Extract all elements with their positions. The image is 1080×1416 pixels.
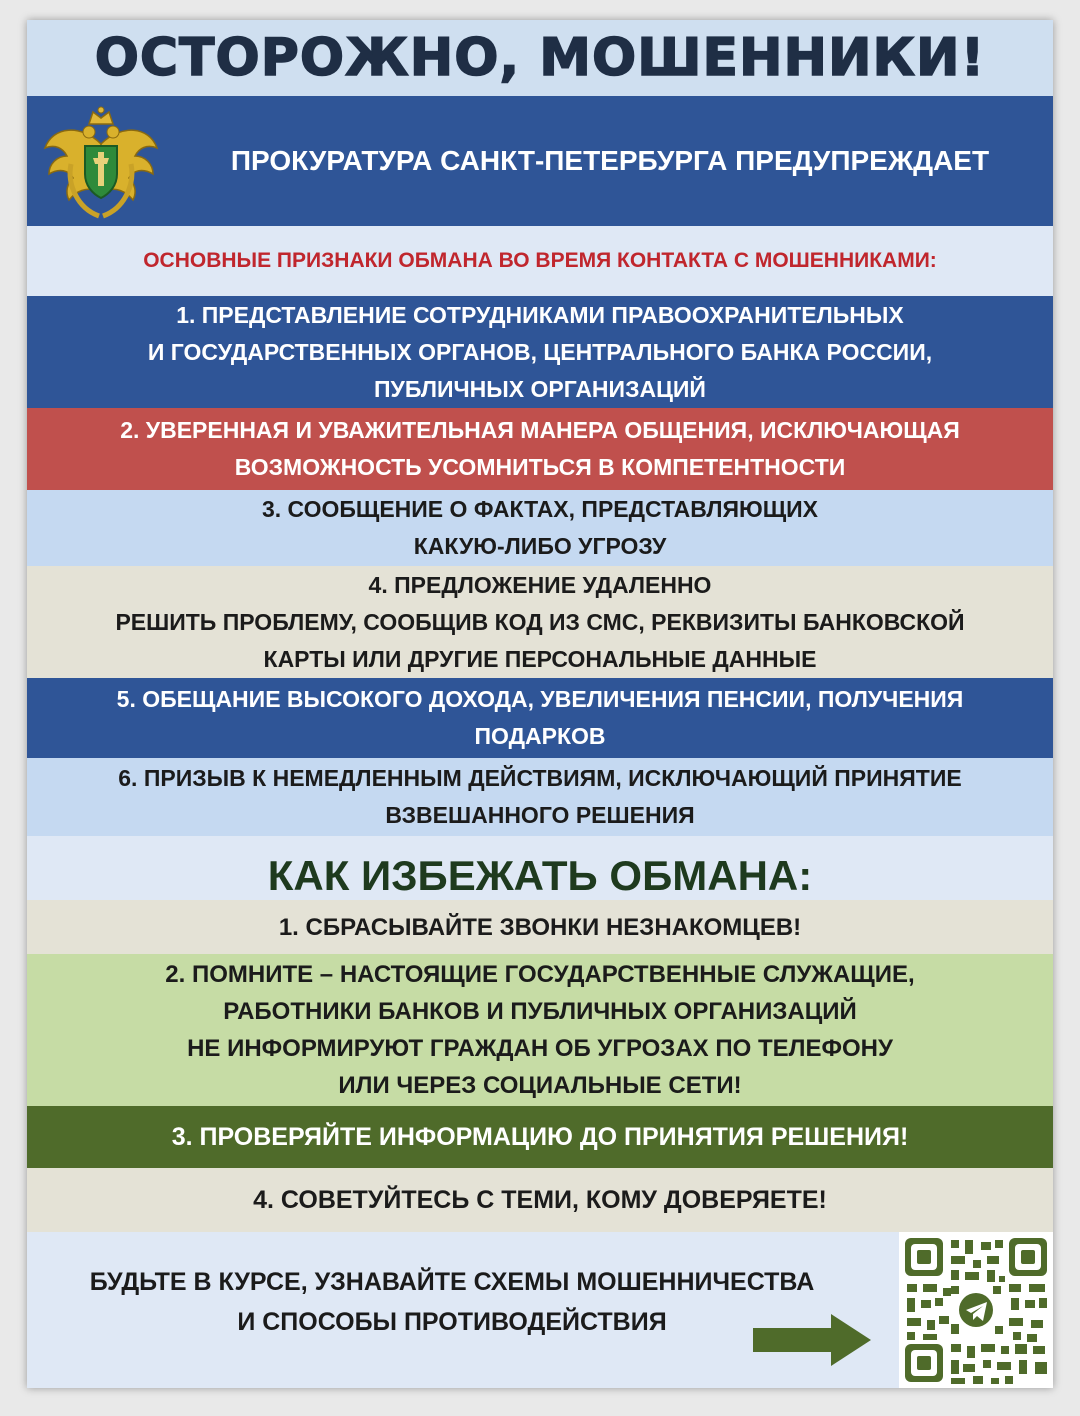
footer-text (27, 1262, 877, 1342)
sign-5-line-1: 5. ОБЕЩАНИЕ ВЫСОКОГО ДОХОДА, УВЕЛИЧЕНИЯ ПЕНСИИ, ПОЛУЧЕНИЯ (116, 686, 964, 712)
sign-5-line-2: ПОДАРКОВ (474, 723, 606, 749)
sign-4-line-1: 4. ПРЕДЛОЖЕНИЕ УДАЛЕННО (368, 571, 712, 598)
tip-3-line-1: 3. ПРОВЕРЯЙТЕ ИНФОРМАЦИЮ ДО ПРИНЯТИЯ РЕШЕНИЯ! (171, 1122, 909, 1151)
tip-2-line-3: НЕ ИНФОРМИРУЮТ ГРАЖДАН ОБ УГРОЗАХ ПО ТЕЛЕФОНУ (187, 1035, 893, 1062)
sign-3-line-1: 3. СООБЩЕНИЕ О ФАКТАХ, ПРЕДСТАВЛЯЮЩИХ (261, 496, 819, 522)
signs-heading-band (27, 226, 1053, 296)
tip-2-line-1: 2. ПОМНИТЕ – НАСТОЯЩИЕ ГОСУДАРСТВЕННЫЕ СЛУЖАЩИЕ, (165, 961, 915, 988)
sign-6-line-2: ВЗВЕШАННОГО РЕШЕНИЯ (385, 802, 695, 828)
sign-4-line-2: РЕШИТЬ ПРОБЛЕМУ, СООБЩИВ КОД ИЗ СМС, РЕКВИЗИТЫ БАНКОВСКОЙ (115, 608, 965, 635)
sign-1-line-1: 1. ПРЕДСТАВЛЕНИЕ СОТРУДНИКАМИ ПРАВООХРАНИТЕЛЬНЫХ (176, 301, 904, 328)
sign-1-line-2: И ГОСУДАРСТВЕННЫХ ОРГАНОВ, ЦЕНТРАЛЬНОГО БАНКА РОССИИ, (147, 338, 933, 365)
sign-2-line-2: ВОЗМОЖНОСТЬ УСОМНИТЬСЯ В КОМПЕТЕНТНОСТИ (234, 454, 846, 480)
sign-item-3 (27, 490, 1053, 566)
sign-6-line-1: 6. ПРИЗЫВ К НЕМЕДЛЕННЫМ ДЕЙСТВИЯМ, ИСКЛЮЧАЮЩИЙ ПРИНЯТИЕ (118, 765, 962, 791)
sign-3-line-2: КАКУЮ-ЛИБО УГРОЗУ (413, 533, 667, 559)
prosecutor-warning-text: ПРОКУРАТУРА САНКТ-ПЕТЕРБУРГА ПРЕДУПРЕЖДАЕТ (230, 145, 990, 176)
sign-item-1 (27, 296, 1053, 408)
prosecutor-header (27, 96, 1053, 226)
arrow-right-icon (753, 1312, 873, 1368)
tip-item-2 (27, 954, 1053, 1106)
tip-item-3 (27, 1106, 1053, 1168)
prosecutor-emblem-icon (41, 104, 161, 222)
sign-4-line-3: КАРТЫ ИЛИ ДРУГИЕ ПЕРСОНАЛЬНЫЕ ДАННЫЕ (263, 645, 817, 672)
howto-heading: КАК ИЗБЕЖАТЬ ОБМАНА: (267, 852, 813, 899)
title-banner (27, 20, 1053, 96)
poster-title: ОСТОРОЖНО, МОШЕННИКИ! (94, 28, 986, 88)
fraud-warning-poster (27, 20, 1053, 1388)
sign-1-line-3: ПУБЛИЧНЫХ ОРГАНИЗАЦИЙ (374, 375, 706, 402)
sign-item-4 (27, 566, 1053, 678)
sign-item-6 (27, 758, 1053, 836)
footer-line-2: И СПОСОБЫ ПРОТИВОДЕЙСТВИЯ (237, 1308, 667, 1336)
sign-2-line-1: 2. УВЕРЕННАЯ И УВАЖИТЕЛЬНАЯ МАНЕРА ОБЩЕНИЯ, ИСКЛЮЧАЮЩАЯ (120, 417, 960, 443)
telegram-qr-code-icon[interactable] (899, 1232, 1053, 1388)
tip-2-line-2: РАБОТНИКИ БАНКОВ И ПУБЛИЧНЫХ ОРГАНИЗАЦИЙ (223, 998, 857, 1025)
tip-item-1 (27, 900, 1053, 954)
tip-4-line-1: 4. СОВЕТУЙТЕСЬ С ТЕМИ, КОМУ ДОВЕРЯЕТЕ! (253, 1185, 827, 1214)
tip-1-line-1: 1. СБРАСЫВАЙТЕ ЗВОНКИ НЕЗНАКОМЦЕВ! (278, 913, 802, 941)
signs-heading: ОСНОВНЫЕ ПРИЗНАКИ ОБМАНА ВО ВРЕМЯ КОНТАКТА С МОШЕННИКАМИ: (143, 249, 937, 272)
footer-line-1: БУДЬТЕ В КУРСЕ, УЗНАВАЙТЕ СХЕМЫ МОШЕННИЧЕСТВА (89, 1268, 815, 1296)
sign-item-5 (27, 678, 1053, 758)
tip-item-4 (27, 1168, 1053, 1232)
tip-2-line-4: ИЛИ ЧЕРЕЗ СОЦИАЛЬНЫЕ СЕТИ! (338, 1072, 742, 1099)
sign-item-2 (27, 408, 1053, 490)
